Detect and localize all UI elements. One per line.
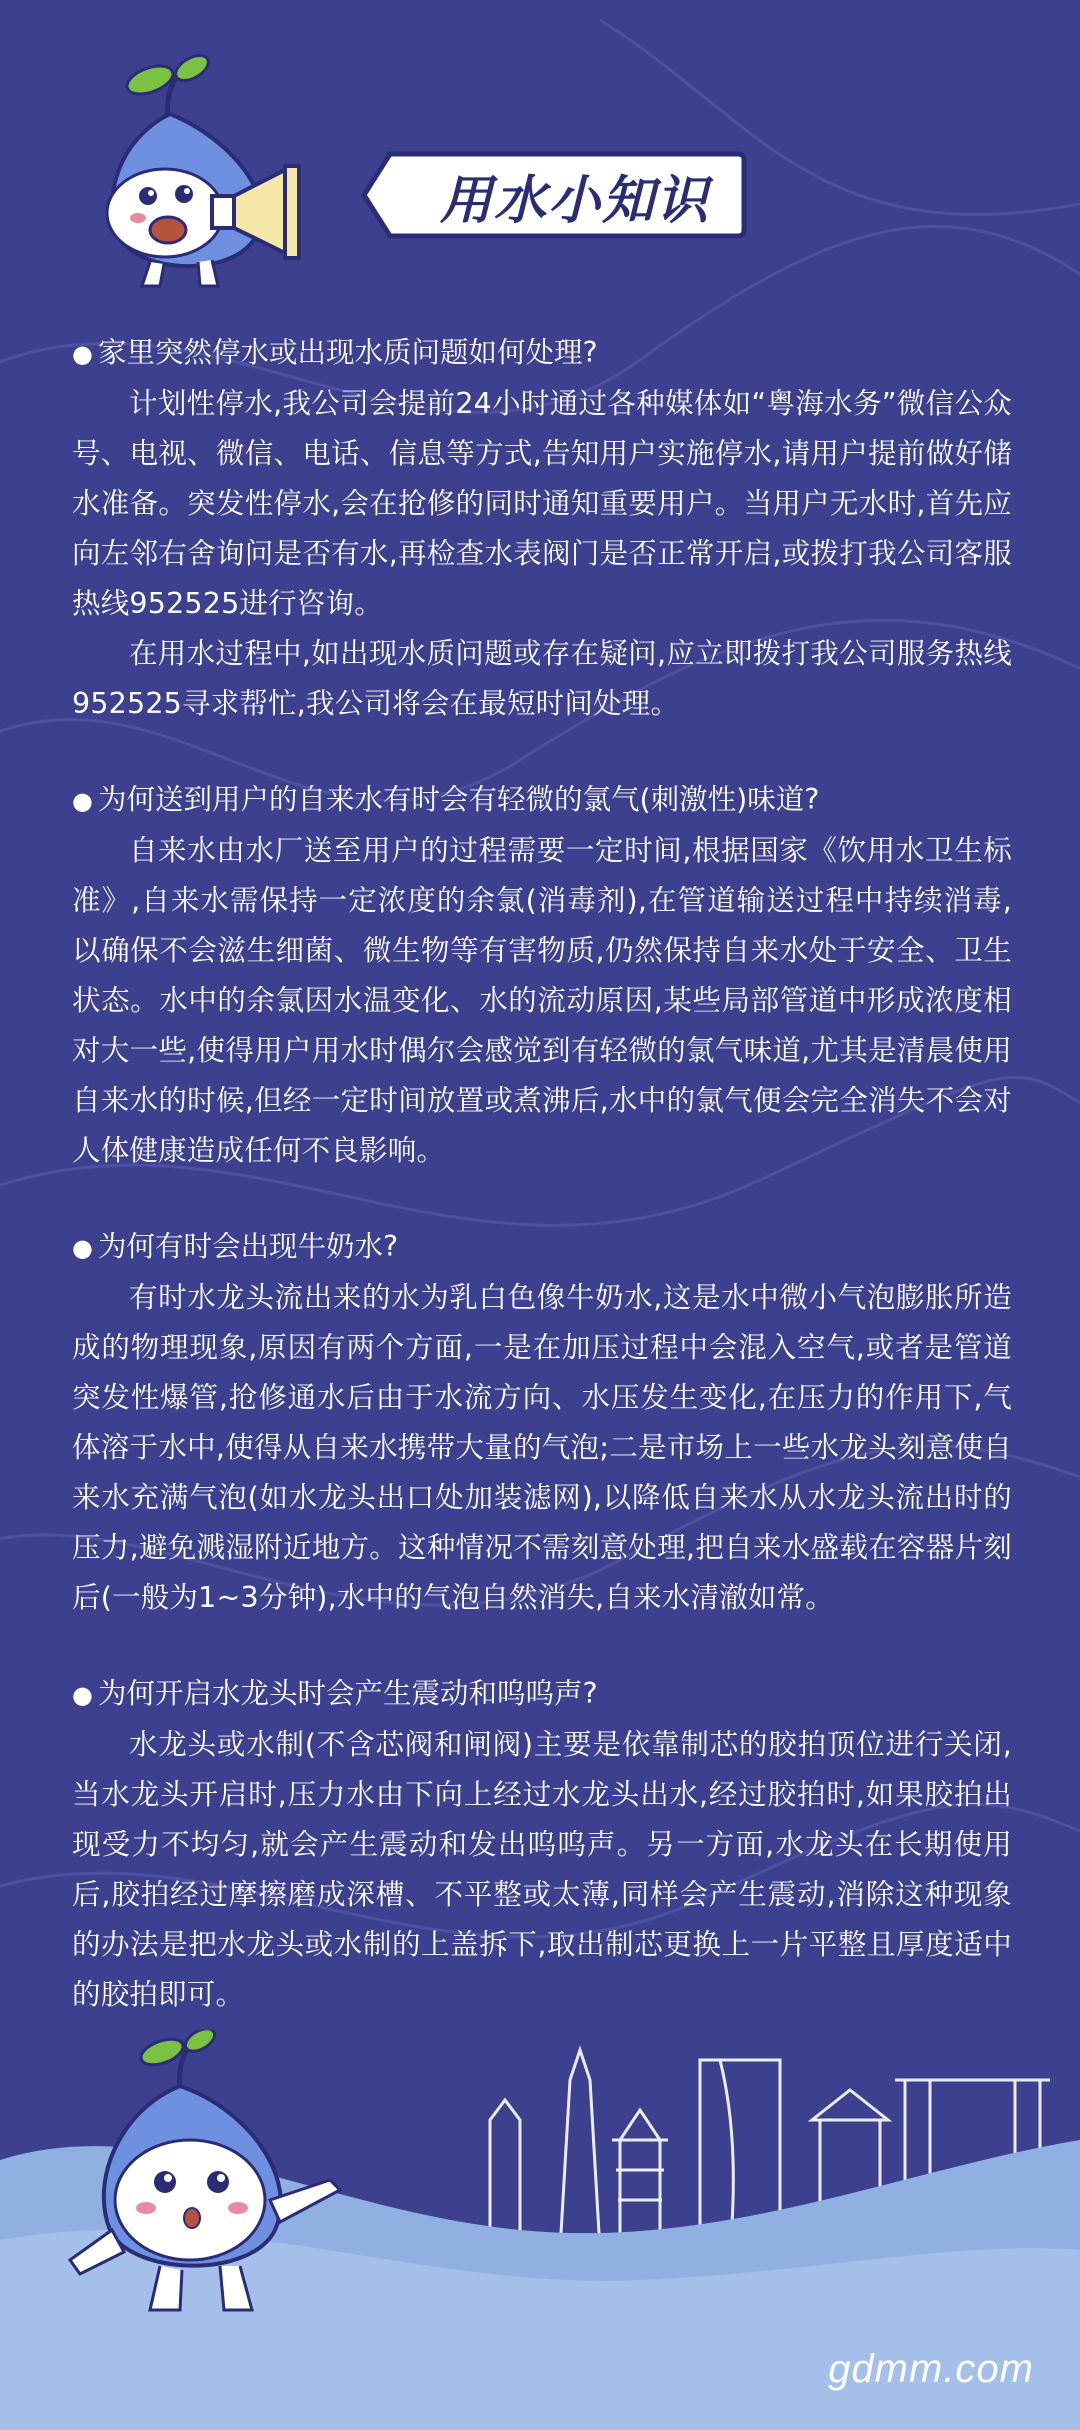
mascot-with-megaphone [80, 48, 380, 298]
faq-answer-paragraph: 自来水由水厂送至用户的过程需要一定时间,根据国家《饮用水卫生标准》,自来水需保持一定浓度的余氯(消毒剂),在管道输送过程中持续消毒,以确保不会滋生细菌、微生物等有害物质,仍然保持自来水处于安全、卫生状态。水中的余氯因水温变化、水的流动原因,某些局部管道中形成浓度相对大一些,使得用户用水时偶尔会感觉到有轻微的氯气味道,尤其是清晨使用自来水的时候,但经一定时间放置或煮沸后,水中的氯气便会完全消失不会对人体健康造成任何不良影响。 [72, 834, 1012, 1167]
bullet-icon: ● [72, 787, 93, 815]
mascot-pointing [40, 2030, 380, 2330]
faq-question: ● 家里突然停水或出现水质问题如何处理? [72, 328, 1012, 379]
sprout-icon [123, 50, 212, 118]
faq-answer-paragraph: 在用水过程中,如出现水质问题或存在疑问,应立即拨打我公司服务热线952525寻求帮忙,我公司将会在最短时间处理。 [72, 637, 1012, 720]
bullet-icon: ● [72, 1234, 93, 1262]
faq-section-2 [72, 775, 1012, 1176]
bullet-icon: ● [72, 340, 93, 368]
watermark: gdmm.com [828, 2347, 1034, 2391]
faq-section-1 [72, 328, 1012, 729]
faq-section-3 [72, 1222, 1012, 1623]
page-title: 用水小知识 [439, 170, 710, 231]
faq-answer-paragraph: 有时水龙头流出来的水为乳白色像牛奶水,这是水中微小气泡膨胀所造成的物理现象,原因有两个方面,一是在加压过程中会混入空气,或者是管道突发性爆管,抢修通水后由于水流方向、水压发生变化,在压力的作用下,气体溶于水中,使得从自来水携带大量的气泡;二是市场上一些水龙头刻意使自来水充满气泡(如水龙头出口处加装滤网),以降低自来水从水龙头流出时的压力,避免溅湿附近地方。这种情况不需刻意处理,把自来水盛载在容器片刻后(一般为1~3分钟),水中的气泡自然消失,自来水清澈如常。 [72, 1281, 1012, 1614]
sprout-icon [138, 2030, 219, 2090]
faq-answer-paragraph: 计划性停水,我公司会提前24小时通过各种媒体如“粤海水务”微信公众号、电视、微信、电话、信息等方式,告知用户实施停水,请用户提前做好储水准备。突发性停水,会在抢修的同时通知重要用户。当用户无水时,首先应向左邻右舍询问是否有水,再检查水表阀门是否正常开启,或拨打我公司客服热线952525进行咨询。 [72, 387, 1012, 620]
faq-question: ● 为何有时会出现牛奶水? [72, 1222, 1012, 1273]
faq-question: ● 为何开启水龙头时会产生震动和呜呜声? [72, 1669, 1012, 1720]
faq-question: ● 为何送到用户的自来水有时会有轻微的氯气(刺激性)味道? [72, 775, 1012, 826]
bullet-icon: ● [72, 1681, 93, 1709]
article-body [72, 328, 1012, 2066]
faq-answer-paragraph: 水龙头或水制(不含芯阀和闸阀)主要是依靠制芯的胶拍顶位进行关闭,当水龙头开启时,压力水由下向上经过水龙头出水,经过胶拍时,如果胶拍出现受力不均匀,就会产生震动和发出呜呜声。另一方面,水龙头在长期使用后,胶拍经过摩擦磨成深槽、不平整或太薄,同样会产生震动,消除这种现象的办法是把水龙头或水制的上盖拆下,取出制芯更换上一片平整且厚度适中的胶拍即可。 [72, 1728, 1012, 2011]
faq-section-4 [72, 1669, 1012, 2020]
